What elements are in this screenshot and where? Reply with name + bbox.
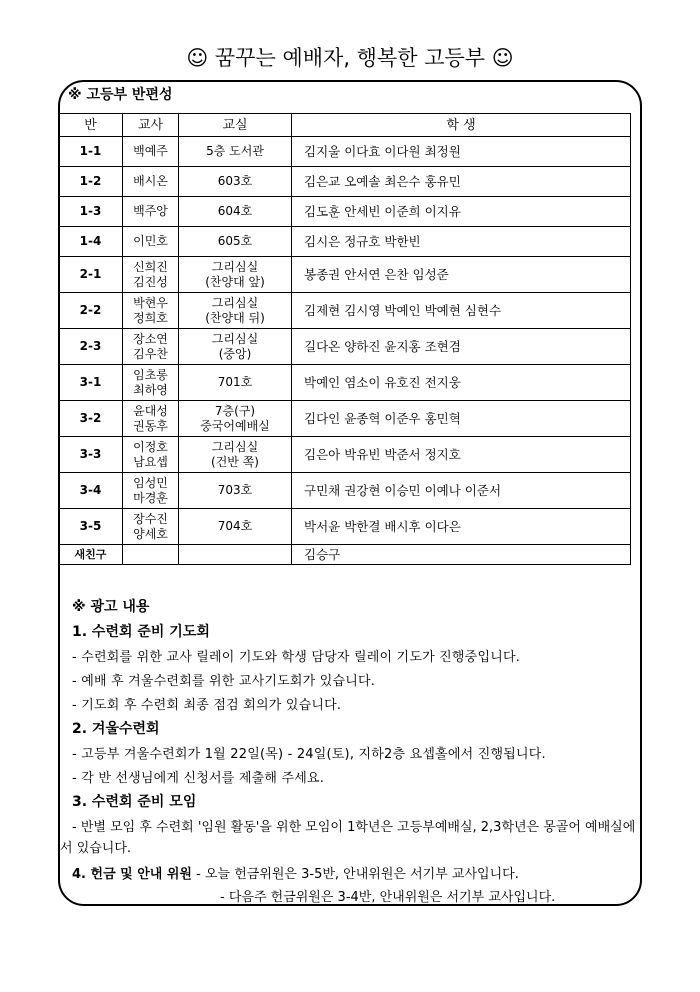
header-students: 학 생 (292, 114, 631, 137)
class-cell: 2-2 (59, 293, 123, 329)
teacher-cell (123, 473, 179, 509)
students-cell: 김시은 정규호 박한빈 (292, 227, 631, 257)
room-cell (179, 437, 292, 473)
room-name: 704호 (217, 519, 253, 533)
teacher-name: 양세호 (133, 526, 168, 541)
students-cell: 봉종권 안서연 은찬 임성준 (292, 257, 631, 293)
table-row (59, 329, 631, 365)
teacher-name: 백주앙 (133, 204, 168, 218)
room-cell (179, 509, 292, 545)
roster-body (59, 137, 631, 565)
table-row (59, 509, 631, 545)
room-name: 그리심실 (211, 259, 259, 274)
class-cell: 2-3 (59, 329, 123, 365)
class-cell: 2-1 (59, 257, 123, 293)
students-cell: 김은교 오예솔 최은수 홍유민 (292, 167, 631, 197)
table-row (59, 473, 631, 509)
students-cell: 김지울 이다효 이다원 최정원 (292, 137, 631, 167)
item2-title: 2. 겨울수련회 (72, 721, 160, 737)
table-row (59, 167, 631, 197)
room-cell (179, 473, 292, 509)
table-row (59, 437, 631, 473)
room-cell (179, 137, 292, 167)
teacher-cell (123, 137, 179, 167)
room-cell (179, 401, 292, 437)
class-cell: 3-4 (59, 473, 123, 509)
table-row (59, 545, 631, 565)
room-name: (찬양대 뒤) (205, 310, 265, 325)
teacher-name: 배시온 (133, 174, 168, 188)
table-header-row (59, 114, 631, 137)
teacher-name: 이민호 (133, 234, 168, 248)
item1-line: - 기도회 후 수련회 최종 점검 회의가 있습니다. (72, 698, 342, 713)
room-name: 703호 (217, 483, 253, 497)
class-cell: 새친구 (59, 545, 123, 565)
teacher-name: 최하영 (133, 382, 168, 397)
item2-line: - 고등부 겨울수련회가 1월 22일(목) - 24일(토), 지하2층 요셉홀에서 진행됩니다. (72, 747, 546, 762)
table-row (59, 137, 631, 167)
room-name: 중국어예배실 (200, 418, 270, 433)
room-name: 그리심실 (211, 439, 259, 454)
teacher-name: 임성민 (133, 475, 168, 490)
students-cell: 김도훈 안세빈 이준희 이지유 (292, 197, 631, 227)
teacher-name: 신희진 (133, 259, 168, 274)
teacher-name: 장소연 (133, 331, 168, 346)
room-name: 604호 (217, 204, 253, 218)
teacher-name: 김우찬 (133, 346, 168, 361)
class-cell: 3-5 (59, 509, 123, 545)
item2-line: - 각 반 선생님에게 신청서를 제출해 주세요. (72, 771, 325, 786)
class-cell: 1-2 (59, 167, 123, 197)
table-row (59, 293, 631, 329)
table-row (59, 227, 631, 257)
students-cell: 길다온 양하진 윤지홍 조현겸 (292, 329, 631, 365)
room-name: 605호 (217, 234, 253, 248)
table-row (59, 401, 631, 437)
teacher-name: 백예주 (133, 144, 168, 158)
class-cell: 1-1 (59, 137, 123, 167)
room-name: 5층 도서관 (206, 144, 264, 158)
item3-title: 3. 수련회 준비 모임 (72, 794, 197, 810)
item1-line: - 예배 후 겨울수련회를 위한 교사기도회가 있습니다. (72, 674, 376, 689)
class-cell: 3-2 (59, 401, 123, 437)
table-row (59, 365, 631, 401)
table-row (59, 257, 631, 293)
item3-text: - 반별 모임 후 수련회 '임원 활동'을 위한 모임이 1학년은 고등부예배실, 2,3학년은 몽골어 예배실에서 있습니다. (60, 820, 636, 856)
room-cell (179, 365, 292, 401)
teacher-cell (123, 167, 179, 197)
students-cell: 박예인 염소이 유호진 전지웅 (292, 365, 631, 401)
room-cell (179, 257, 292, 293)
teacher-name: 권동후 (133, 418, 168, 433)
teacher-name: 박현우 (133, 295, 168, 310)
class-cell: 1-3 (59, 197, 123, 227)
students-cell: 구민채 권강현 이승민 이예나 이준서 (292, 473, 631, 509)
teacher-name: 마경훈 (133, 490, 168, 505)
table-row (59, 197, 631, 227)
room-cell (179, 167, 292, 197)
teacher-cell (123, 329, 179, 365)
room-name: (찬양대 앞) (205, 274, 265, 289)
item4-line2: - 다음주 헌금위원은 3-4반, 안내위원은 서기부 교사입니다. (220, 890, 556, 905)
students-cell: 김다인 윤종혁 이준우 홍민혁 (292, 401, 631, 437)
teacher-cell (123, 401, 179, 437)
room-cell (179, 545, 292, 565)
room-name: 그리심실 (211, 331, 259, 346)
teacher-cell (123, 545, 179, 565)
teacher-name: 이정호 (133, 439, 168, 454)
item4-line (72, 863, 642, 882)
header-class: 반 (59, 114, 123, 137)
teacher-cell (123, 257, 179, 293)
announcements-heading: ※ 광고 내용 (72, 599, 150, 615)
teacher-cell (123, 227, 179, 257)
teacher-name: 임초롱 (133, 367, 168, 382)
teacher-cell (123, 509, 179, 545)
class-cell: 3-1 (59, 365, 123, 401)
teacher-cell (123, 365, 179, 401)
room-name: 7층(구) (214, 403, 256, 418)
room-name: (건반 쪽) (211, 454, 259, 469)
announcements (60, 596, 642, 905)
item4-line1: - 오늘 헌금위원은 3-5반, 안내위원은 서기부 교사입니다. (192, 867, 519, 882)
page-title: ☺ 꿈꾸는 예배자, 행복한 고등부 ☺ (186, 46, 514, 70)
students-cell: 김은아 박유빈 박준서 정지호 (292, 437, 631, 473)
teacher-name: 장수진 (133, 511, 168, 526)
room-cell (179, 227, 292, 257)
teacher-cell (123, 437, 179, 473)
roster-table (58, 113, 631, 565)
header-room: 교실 (179, 114, 292, 137)
teacher-name: 윤대성 (133, 403, 168, 418)
room-name: 603호 (217, 174, 253, 188)
item1-title: 1. 수련회 준비 기도회 (72, 624, 210, 640)
class-cell: 1-4 (59, 227, 123, 257)
students-cell: 김제현 김시영 박예인 박예현 심현수 (292, 293, 631, 329)
students-cell: 박서윤 박한결 배시후 이다은 (292, 509, 631, 545)
teacher-cell (123, 293, 179, 329)
room-name: 701호 (217, 375, 253, 389)
teacher-name: 정희호 (133, 310, 168, 325)
room-name: 그리심실 (211, 295, 259, 310)
teacher-name: 남요셉 (133, 454, 168, 469)
teacher-name: 김진성 (133, 274, 168, 289)
class-cell: 3-3 (59, 437, 123, 473)
item4-title: 4. 헌금 및 안내 위원 (72, 867, 192, 882)
teacher-cell (123, 197, 179, 227)
room-name: (중앙) (218, 346, 252, 361)
roster-section-heading: ※ 고등부 반편성 (68, 87, 173, 103)
item1-line: - 수련회를 위한 교사 릴레이 기도와 학생 담당자 릴레이 기도가 진행중입니다. (72, 650, 521, 665)
students-cell: 김승구 (292, 545, 631, 565)
header-teacher: 교사 (123, 114, 179, 137)
room-cell (179, 293, 292, 329)
room-cell (179, 197, 292, 227)
room-cell (179, 329, 292, 365)
